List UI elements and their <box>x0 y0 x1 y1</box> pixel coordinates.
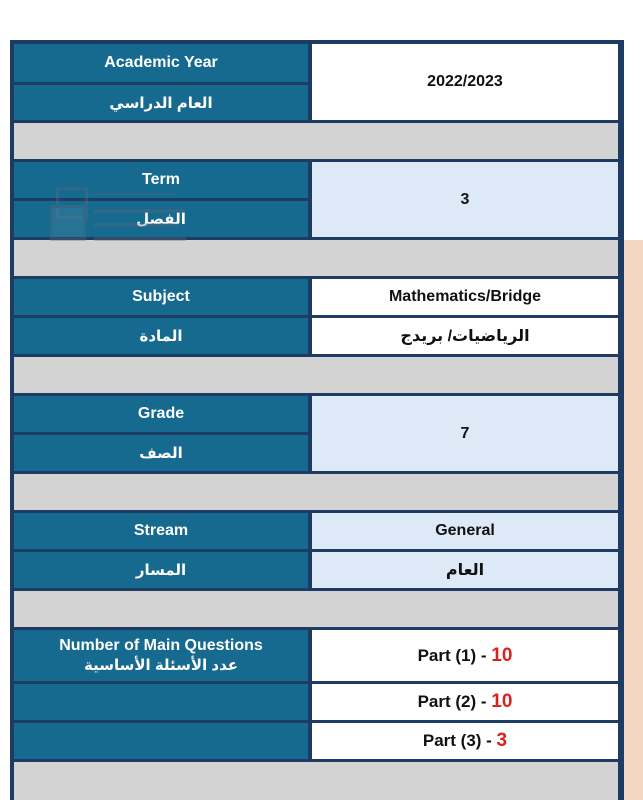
subject-value-en: Mathematics/Bridge <box>312 279 618 315</box>
term-label-ar: الفصل <box>14 201 308 237</box>
part-3-number: 3 <box>496 730 508 751</box>
grade-label-ar: الصف <box>14 435 308 471</box>
part-2-count <box>312 684 618 720</box>
main-questions-label-ar: عدد الأسئلة الأساسية <box>83 656 238 674</box>
stream-label-en: Stream <box>14 513 308 549</box>
spacer-row <box>14 123 618 159</box>
academic-year-label-ar: العام الدراسي <box>14 85 308 120</box>
academic-year-label-en: Academic Year <box>14 44 308 82</box>
main-questions-label-en: Number of Main Questions <box>59 636 263 654</box>
empty-label-cell <box>14 684 308 720</box>
part-1-count <box>312 630 618 681</box>
grade-label-en: Grade <box>14 396 308 432</box>
subject-value-ar: الرياضيات/ بريدج <box>312 318 618 354</box>
stream-value-ar: العام <box>312 552 618 588</box>
main-questions-label <box>14 630 308 681</box>
empty-label-cell <box>14 723 308 759</box>
term-value: 3 <box>312 162 618 237</box>
spacer-row <box>14 240 618 276</box>
part-2-label: Part (2) - <box>417 692 492 711</box>
exam-info-table <box>10 40 624 800</box>
stream-label-ar: المسار <box>14 552 308 588</box>
spacer-row <box>14 474 618 510</box>
grade-value: 7 <box>312 396 618 471</box>
part-2-number: 10 <box>491 691 513 712</box>
part-1-label: Part (1) - <box>417 645 492 665</box>
spacer-row <box>14 357 618 393</box>
part-3-label: Part (3) - <box>422 731 497 750</box>
spacer-row <box>14 591 618 627</box>
part-1-number: 10 <box>491 644 513 666</box>
spacer-row <box>14 762 618 800</box>
subject-label-en: Subject <box>14 279 308 315</box>
part-3-count <box>312 723 618 759</box>
term-label-en: Term <box>14 162 308 198</box>
side-decor-strip <box>624 240 643 800</box>
academic-year-value: 2022/2023 <box>312 44 618 120</box>
subject-label-ar: المادة <box>14 318 308 354</box>
stream-value-en: General <box>312 513 618 549</box>
